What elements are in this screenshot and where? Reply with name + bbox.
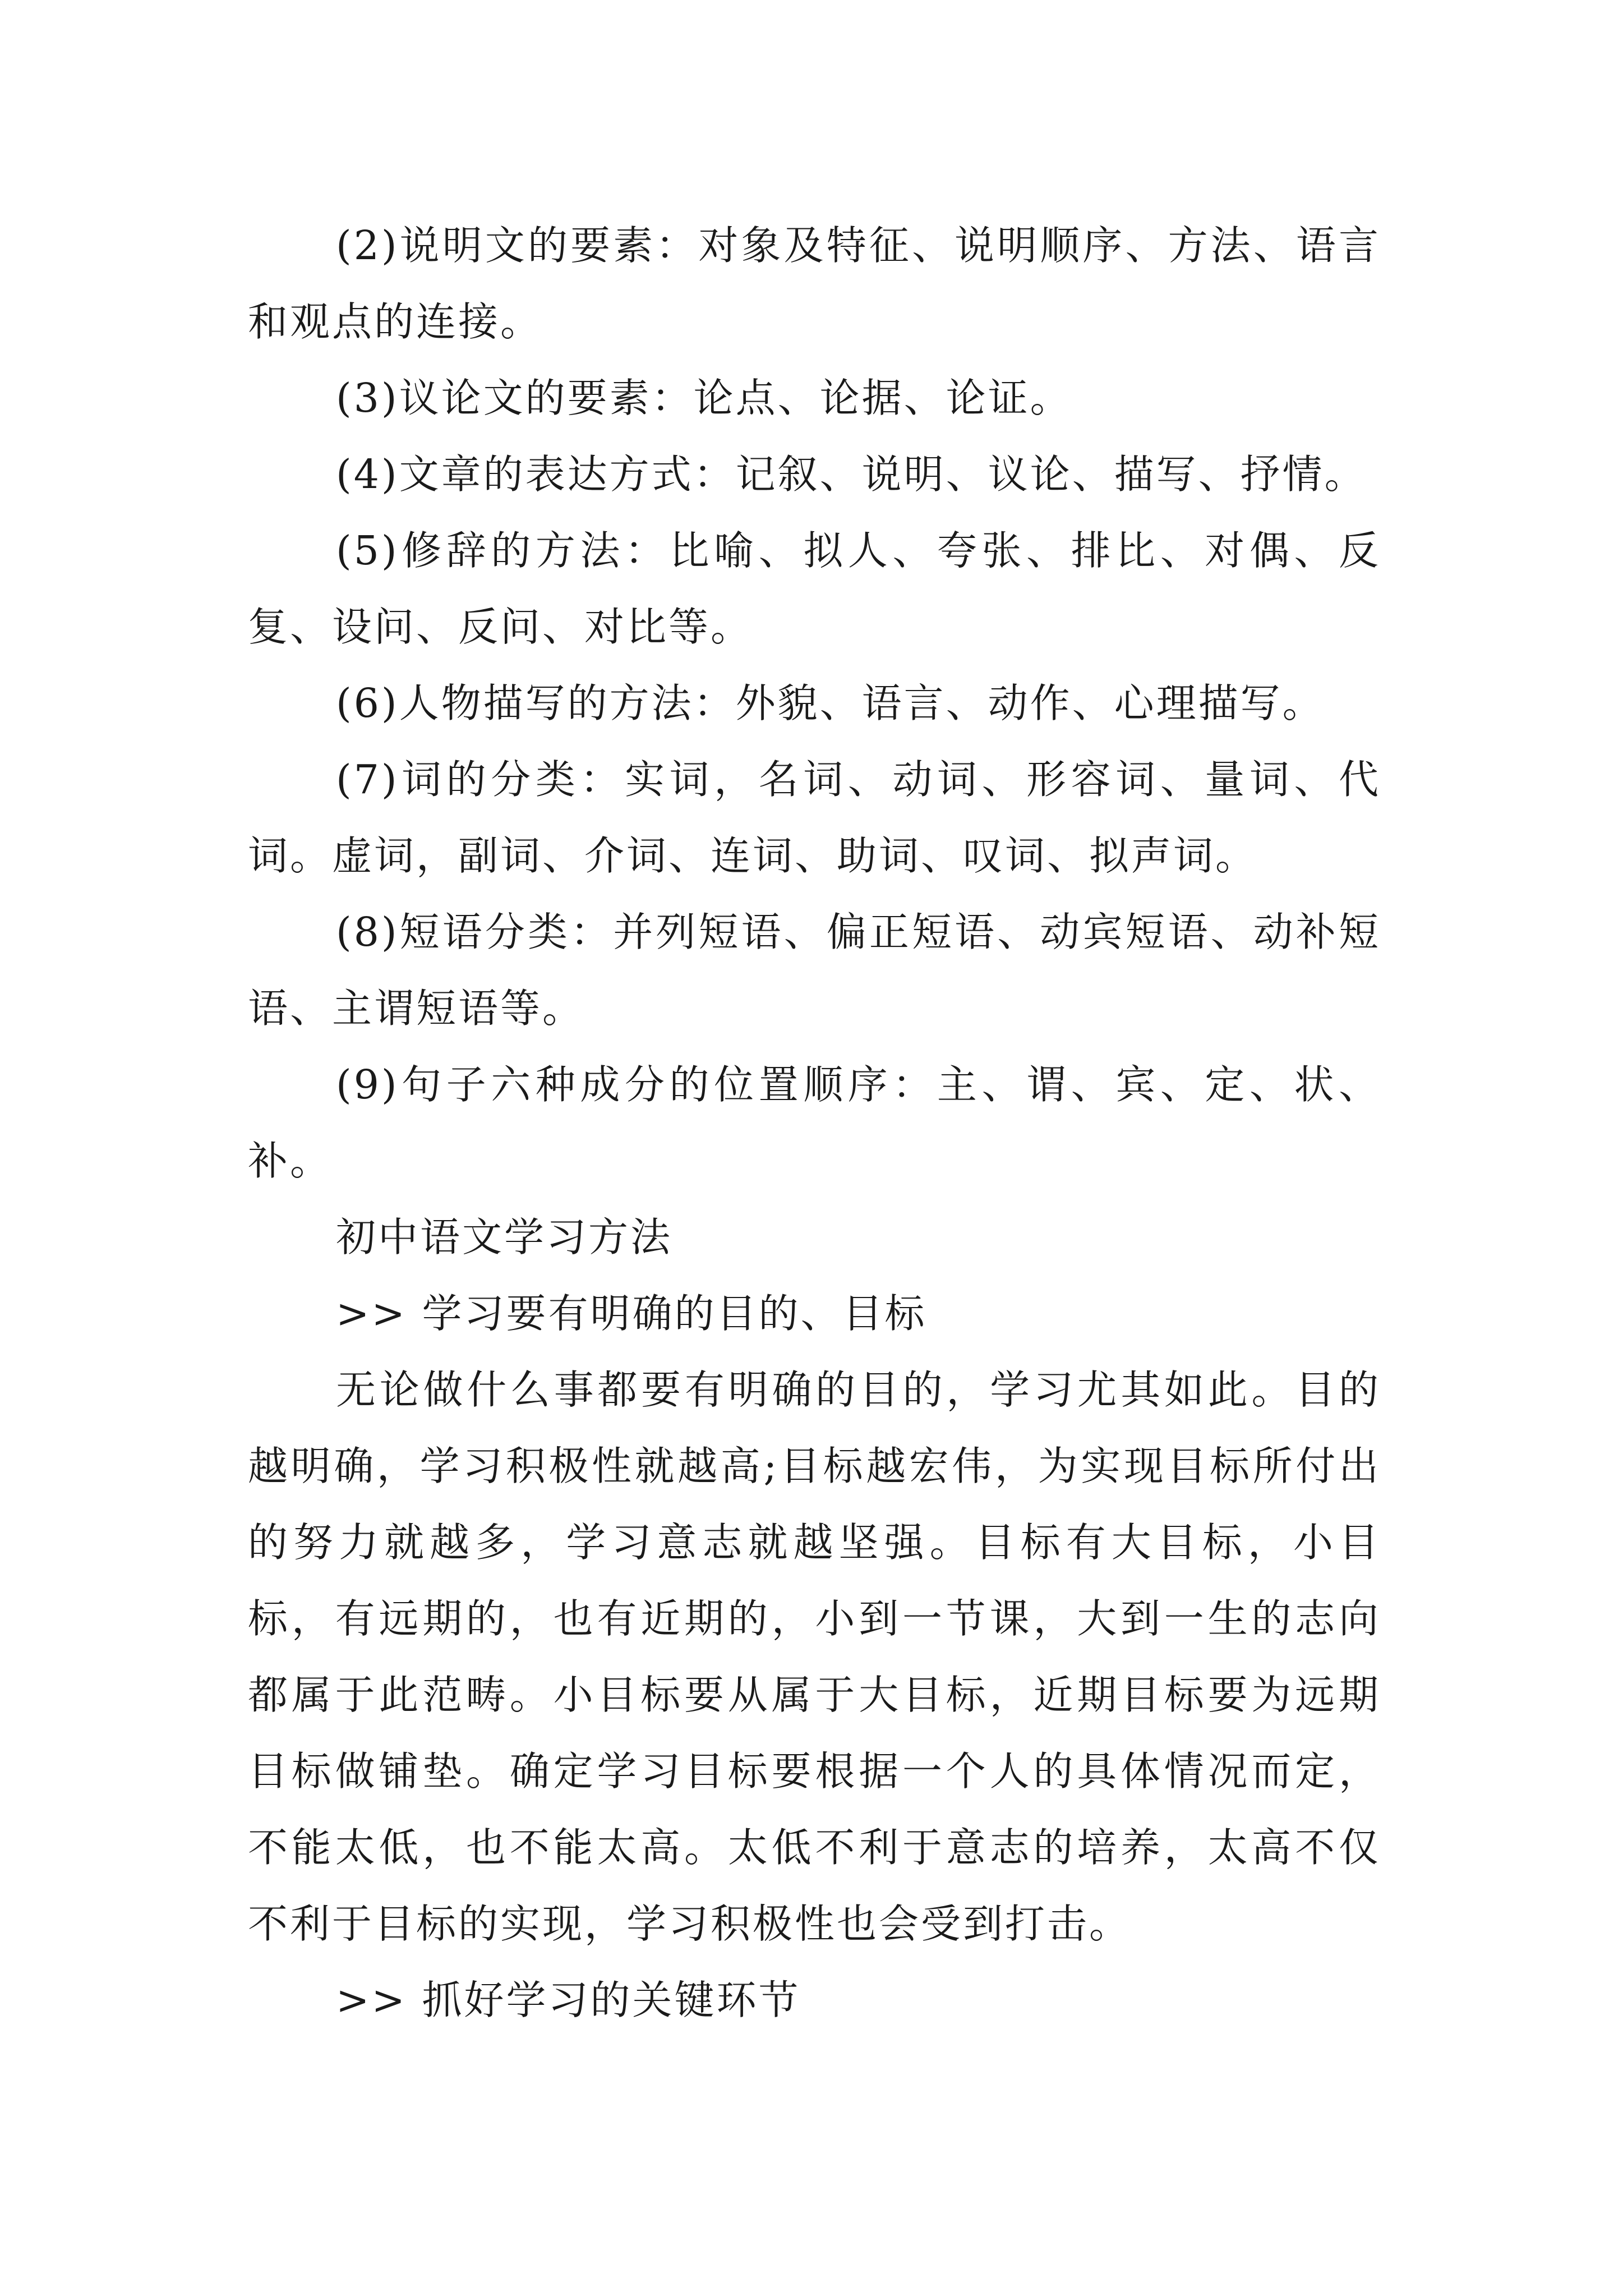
paragraph-argumentative-elements: (3)议论文的要素：论点、论据、论证。: [336, 375, 1072, 421]
subheading-key-steps: >> 抓好学习的关键环节: [336, 1977, 801, 2023]
subheading-goals: >> 学习要有明确的目的、目标: [336, 1290, 927, 1337]
paragraph-goals-body: 无论做什么事都要有明确的目的，学习尤其如此。目的越明确，学习积极性就越高;目标越宏伟，为实现目标所付出的努力就越多，学习意志就越坚强。目标有大目标，小目标，有远期的，也有近期的，小到一节课，大到一生的志向都属于此范畴。小目标要从属于大目标，近期目标要为远期目标做铺垫。确定学习目标要根据一个人的具体情况而定，不能太低，也不能太高。太低不利于意志的培养，太高不仅不利于目标的实现，学习积极性也会受到打击。: [248, 1366, 1381, 1947]
paragraph-phrase-classes: (8)短语分类：并列短语、偏正短语、动宾短语、动补短语、主谓短语等。: [248, 909, 1381, 1032]
paragraph-character-description: (6)人物描写的方法：外貌、语言、动作、心理描写。: [336, 680, 1325, 726]
paragraph-expression-methods: (4)文章的表达方式：记叙、说明、议论、描写、抒情。: [336, 451, 1367, 498]
document-body: [248, 208, 1381, 2039]
paragraph-expository-elements: (2)说明文的要素：对象及特征、说明顺序、方法、语言和观点的连接。: [248, 222, 1381, 345]
paragraph-word-classes: (7)词的分类：实词，名词、动词、形容词、量词、代词。虚词，副词、介词、连词、助词、叹词、拟声词。: [248, 756, 1381, 879]
paragraph-sentence-components: (9)句子六种成分的位置顺序：主、谓、宾、定、状、补。: [248, 1061, 1381, 1184]
section-heading: 初中语文学习方法: [336, 1214, 673, 1260]
paragraph-rhetoric-methods: (5)修辞的方法：比喻、拟人、夸张、排比、对偶、反复、设问、反问、对比等。: [248, 527, 1381, 650]
